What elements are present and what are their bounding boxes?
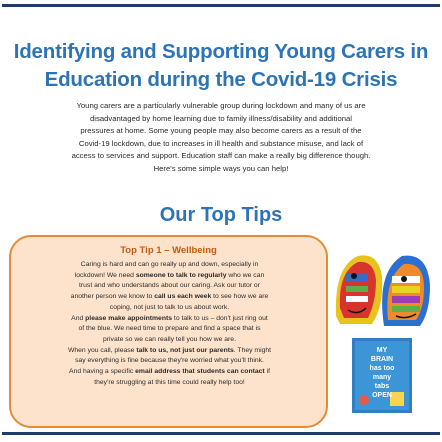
tip-line: And please make appointments to talk to us – don't just ring out xyxy=(71,314,268,322)
tip-card-wellbeing xyxy=(9,235,328,428)
book-title-line: tabs xyxy=(374,383,390,390)
intro-line: pressures at home. Some young people may also become carers as a result of the xyxy=(80,126,362,136)
book-cover-title xyxy=(352,346,412,400)
tip-line: of the blue. We need time to prepare and find a space that is xyxy=(78,325,261,333)
book-title-line: many xyxy=(372,374,392,381)
intro-line: Here's some simple ways you can help! xyxy=(153,163,289,173)
intro-line: disadvantaged by home learning due to family illness/disability and additional xyxy=(90,113,352,123)
intro-line: Covid-19 lockdown, due to increases in ill health and substance misuse, and lack of xyxy=(78,138,364,148)
tip-line: coping, not just to talk to us about work. xyxy=(109,303,230,311)
tip-emphasis: email address that students can contact xyxy=(135,368,265,376)
intro-paragraph xyxy=(10,100,432,176)
tip-line: they're struggling at this time could really help too! xyxy=(94,378,245,386)
tip-line: trust and who understands about our caring. Ask our tutor or xyxy=(79,282,260,290)
illustration-heads xyxy=(332,246,432,330)
book-title-line: OPEN xyxy=(372,392,392,399)
title-line-2: Education during the Covid-19 Crisis xyxy=(44,68,398,91)
book-title-line: BRAIN xyxy=(370,356,394,363)
tip-line: When you call, please talk to us, not just our parents. They might xyxy=(67,346,272,354)
tip-body xyxy=(25,260,314,388)
book-cover-image xyxy=(352,338,412,413)
tip-emphasis: call us each week xyxy=(154,293,212,301)
tips-heading: Our Top Tips xyxy=(159,204,283,226)
intro-line: access to services and support. Education staff can make a really big difference though. xyxy=(71,151,371,161)
tip-line: And having a specific email address that students can contact if xyxy=(69,368,270,376)
tip-title: Top Tip 1 – Wellbeing xyxy=(120,245,217,256)
page-title xyxy=(8,38,434,94)
tip-emphasis: please make appointments xyxy=(85,314,173,322)
tip-line: lockdown! We need someone to talk to regularly who we can xyxy=(74,271,265,279)
top-rule xyxy=(2,4,440,7)
book-title-line: has too xyxy=(369,365,395,372)
tip-emphasis: talk to us, not just our parents xyxy=(136,346,234,354)
tip-emphasis: someone to talk to regularly xyxy=(135,271,227,279)
right-head-illustration xyxy=(382,256,430,326)
bottom-rule xyxy=(2,432,440,435)
tip-line: say everything is fine because they're worried what you'll think. xyxy=(75,357,264,365)
tip-line: Caring is hard and can go really up and down, especially in xyxy=(80,261,259,268)
left-head-illustration xyxy=(336,255,382,324)
tip-line: private so we can really tell you how we are. xyxy=(103,335,236,343)
tip-line: another person we know to call us each week to see how we are xyxy=(70,293,269,301)
intro-line: Young carers are a particularly vulnerable group during lockdown and many of us are xyxy=(76,101,366,110)
title-line-1: Identifying and Supporting Young Carers in xyxy=(13,40,429,63)
book-title-line: MY xyxy=(376,347,388,354)
